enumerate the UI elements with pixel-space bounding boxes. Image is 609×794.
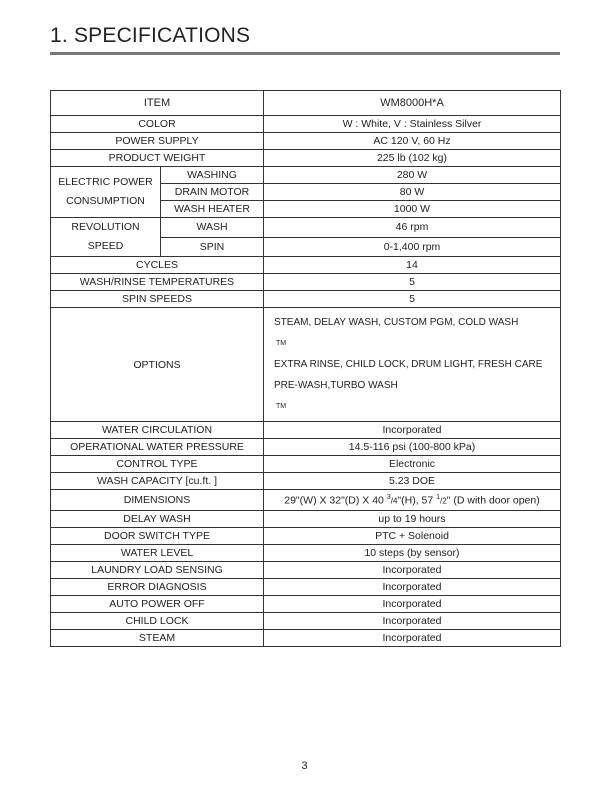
spec-value: 280 W (264, 167, 561, 184)
table-row (51, 422, 561, 439)
spec-value: Incorporated (264, 629, 561, 646)
spec-value: 0-1,400 rpm (264, 237, 561, 257)
spec-sublabel: WASH (161, 218, 264, 238)
table-row (51, 257, 561, 274)
spec-value: Incorporated (264, 561, 561, 578)
fraction-den: /2 (440, 496, 447, 506)
spec-label: WATER LEVEL (51, 544, 264, 561)
spec-value: W : White, V : Stainless Silver (264, 116, 561, 133)
spec-sublabel: WASH HEATER (161, 201, 264, 218)
dim-text: "(H), 57 (397, 494, 437, 507)
spec-group-label: ELECTRIC POWER CONSUMPTION (51, 167, 161, 218)
spec-label: DIMENSIONS (51, 490, 264, 511)
table-row (51, 167, 561, 184)
options-line: EXTRA RINSE, CHILD LOCK, DRUM LIGHT, FRESH CARE (274, 359, 543, 370)
title-divider (50, 52, 560, 55)
spec-value: Electronic (264, 456, 561, 473)
table-row (51, 561, 561, 578)
spec-sublabel: DRAIN MOTOR (161, 184, 264, 201)
spec-label: WASH CAPACITY [cu.ft. ] (51, 473, 264, 490)
fraction-den: /4 (390, 496, 398, 506)
table-row (51, 473, 561, 490)
trademark-mark: TM (276, 403, 287, 410)
spec-value: 5 (264, 291, 561, 308)
spec-value: 5 (264, 274, 561, 291)
trademark-mark: TM (276, 340, 287, 347)
fraction-num: 1 (436, 494, 441, 501)
spec-label: ERROR DIAGNOSIS (51, 578, 264, 595)
table-row (51, 612, 561, 629)
spec-value-options (264, 308, 561, 422)
spec-label: PRODUCT WEIGHT (51, 150, 264, 167)
options-line (274, 375, 556, 417)
spec-value: PTC + Solenoid (264, 527, 561, 544)
options-line (274, 312, 556, 354)
spec-label: DOOR SWITCH TYPE (51, 527, 264, 544)
header-item: ITEM (51, 91, 264, 116)
spec-label: POWER SUPPLY (51, 133, 264, 150)
table-row (51, 218, 561, 238)
spec-label: AUTO POWER OFF (51, 595, 264, 612)
table-row (51, 308, 561, 422)
spec-label: COLOR (51, 116, 264, 133)
header-model: WM8000H*A (264, 91, 561, 116)
spec-label: CHILD LOCK (51, 612, 264, 629)
dim-text: 29"(W) X 32"(D) X 40 (284, 494, 387, 507)
spec-label: WATER CIRCULATION (51, 422, 264, 439)
spec-label: STEAM (51, 629, 264, 646)
spec-sublabel: SPIN (161, 237, 264, 257)
spec-value: up to 19 hours (264, 510, 561, 527)
fraction-num: 3 (386, 494, 391, 501)
spec-label: DELAY WASH (51, 510, 264, 527)
spec-label: SPIN SPEEDS (51, 291, 264, 308)
spec-sublabel: WASHING (161, 167, 264, 184)
spec-value: 80 W (264, 184, 561, 201)
table-row (51, 291, 561, 308)
spec-group-label: REVOLUTION SPEED (51, 218, 161, 257)
spec-value (264, 490, 561, 511)
spec-value: 1000 W (264, 201, 561, 218)
spec-label: CONTROL TYPE (51, 456, 264, 473)
page-number: 3 (301, 760, 308, 772)
table-row (51, 510, 561, 527)
spec-value: Incorporated (264, 578, 561, 595)
table-row (51, 490, 561, 511)
table-row (51, 439, 561, 456)
spec-value: Incorporated (264, 595, 561, 612)
specifications-table (50, 90, 561, 647)
spec-label: LAUNDRY LOAD SENSING (51, 561, 264, 578)
table-row (51, 274, 561, 291)
table-header-row (51, 91, 561, 116)
spec-value: 225 lb (102 kg) (264, 150, 561, 167)
spec-value: 46 rpm (264, 218, 561, 238)
spec-label: WASH/RINSE TEMPERATURES (51, 274, 264, 291)
spec-value: AC 120 V, 60 Hz (264, 133, 561, 150)
table-row (51, 116, 561, 133)
table-row (51, 150, 561, 167)
spec-value: Incorporated (264, 612, 561, 629)
spec-label: CYCLES (51, 257, 264, 274)
spec-value: 14 (264, 257, 561, 274)
spec-value: 5.23 DOE (264, 473, 561, 490)
table-row (51, 527, 561, 544)
table-row (51, 133, 561, 150)
spec-value: 14.5-116 psi (100-800 kPa) (264, 439, 561, 456)
table-row (51, 629, 561, 646)
spec-label: OPTIONS (51, 308, 264, 422)
page-title: 1. SPECIFICATIONS (50, 24, 251, 47)
spec-value: Incorporated (264, 422, 561, 439)
table-row (51, 578, 561, 595)
options-text: STEAM, DELAY WASH, CUSTOM PGM, COLD WASH (274, 317, 519, 328)
spec-label: OPERATIONAL WATER PRESSURE (51, 439, 264, 456)
table-row (51, 544, 561, 561)
dim-text: " (D with door open) (446, 494, 540, 507)
spec-value: 10 steps (by sensor) (264, 544, 561, 561)
table-row (51, 456, 561, 473)
options-text: PRE-WASH,TURBO WASH (274, 380, 398, 391)
table-row (51, 595, 561, 612)
